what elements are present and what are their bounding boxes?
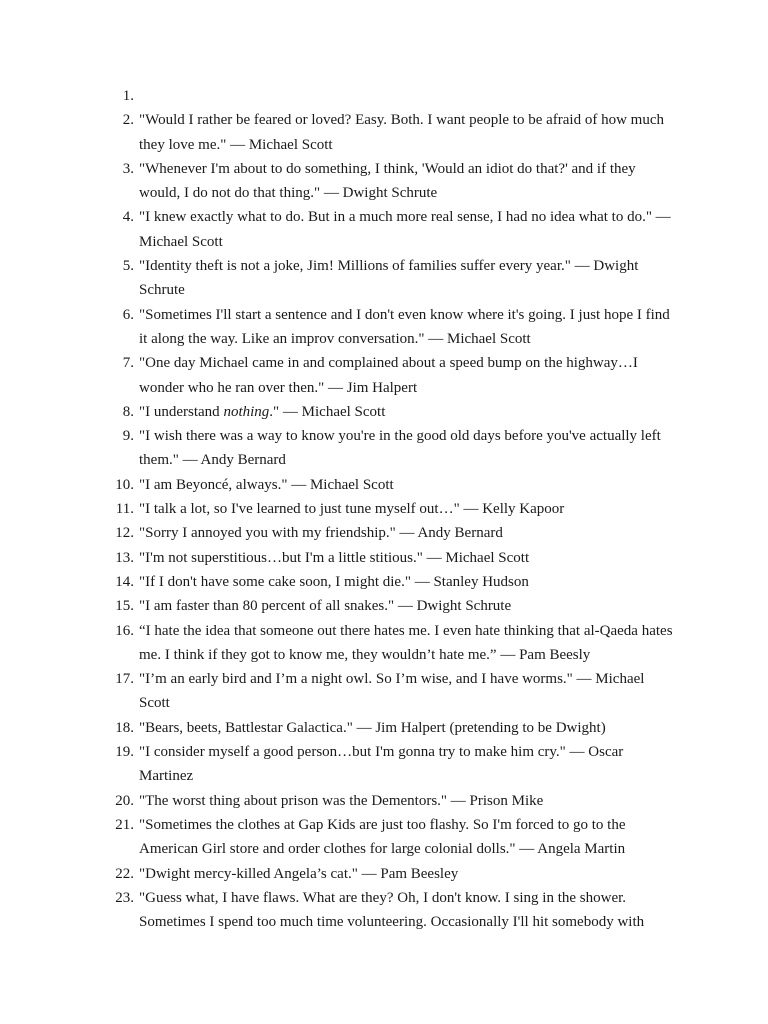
list-number: 1. — [122, 88, 134, 104]
quote-text — [139, 400, 679, 424]
list-item — [0, 789, 679, 813]
list-item — [0, 813, 679, 862]
list-number: 9. — [122, 428, 134, 445]
list-item — [0, 862, 679, 886]
list-number: 13. — [115, 549, 134, 566]
quote-text: "The worst thing about prison was the Dementors." — Prison Mike — [139, 792, 544, 809]
list-item — [0, 619, 679, 668]
quote-text: "Guess what, I have flaws. What are they? Oh, I don't know. I sing in the shower. Sometimes I spend too much time volunteering. Occasionally I'll hit somebody with — [139, 889, 645, 931]
list-number: 7. — [122, 355, 134, 372]
quote-text: "I wish there was a way to know you're in the good old days before you've actually left them." — Andy Bernard — [139, 428, 661, 469]
list-item — [0, 570, 679, 594]
list-number: 19. — [115, 744, 134, 761]
quote-text: "One day Michael came in and complained about a speed bump on the highway…I wonder who he ran over then." — Jim Halpert — [139, 355, 638, 396]
quote-text: "I am Beyoncé, always." — Michael Scott — [139, 476, 394, 493]
quote-text: "Bears, beets, Battlestar Galactica." — Jim Halpert (pretending to be Dwight) — [139, 719, 606, 736]
quote-text: "I talk a lot, so I've learned to just tune myself out…" — Kelly Kapoor — [139, 501, 565, 518]
list-number: 22. — [115, 865, 134, 882]
list-item — [0, 205, 679, 254]
list-number: 23. — [115, 889, 134, 906]
quote-text: "I knew exactly what to do. But in a much more real sense, I had no idea what to do." — Michael Scott — [139, 209, 671, 250]
list-item — [0, 351, 679, 400]
list-item — [0, 157, 679, 206]
list-number: 18. — [115, 719, 134, 736]
list-item — [0, 303, 679, 352]
quote-text: “I hate the idea that someone out there hates me. I even hate thinking that al-Qaeda hates me. I think if they got to know me, they wouldn’t hate me.” — Pam Beesly — [139, 622, 673, 663]
quote-text-before: "I understand — [139, 403, 224, 420]
list-item — [0, 108, 679, 157]
quote-text: "I consider myself a good person…but I'm gonna try to make him cry." — Oscar Martinez — [139, 744, 624, 785]
list-number: 2. — [122, 112, 134, 129]
list-item — [0, 84, 679, 108]
list-item — [0, 594, 679, 618]
list-number: 3. — [122, 160, 134, 177]
quote-text: "I’m an early bird and I’m a night owl. So I’m wise, and I have worms." — Michael Scott — [139, 671, 645, 712]
list-item — [0, 716, 679, 740]
list-number: 8. — [122, 403, 134, 420]
list-number: 17. — [115, 671, 134, 688]
list-number: 21. — [115, 816, 134, 833]
quote-text: "Whenever I'm about to do something, I think, 'Would an idiot do that?' and if they would, I do not do that thing." — Dwight Schrute — [139, 160, 636, 202]
list-number: 6. — [122, 306, 134, 323]
quote-text: "Sometimes the clothes at Gap Kids are just too flashy. So I'm forced to go to the American Girl store and order clothes for large colonial dolls." — Angela Martin — [139, 816, 626, 858]
quote-text: "I am faster than 80 percent of all snakes." — Dwight Schrute — [139, 598, 512, 615]
list-item — [0, 667, 679, 716]
list-number: 10. — [115, 476, 134, 493]
list-item — [0, 521, 679, 545]
list-number: 20. — [115, 792, 134, 809]
quote-text: "Identity theft is not a joke, Jim! Millions of families suffer every year." — Dwight Schrute — [139, 258, 639, 299]
list-number: 12. — [115, 525, 134, 542]
list-item — [0, 424, 679, 473]
quote-text: "Sometimes I'll start a sentence and I don't even know where it's going. I just hope I find it along the way. Like an improv conversation." — Michael Scott — [139, 306, 670, 347]
list-number: 16. — [115, 622, 134, 639]
list-number: 11. — [115, 501, 134, 518]
list-item — [0, 546, 679, 570]
list-item — [0, 886, 679, 935]
list-number: 5. — [122, 258, 134, 275]
list-item — [0, 473, 679, 497]
quote-text: "Sorry I annoyed you with my friendship." — Andy Bernard — [139, 525, 503, 542]
list-number: 15. — [115, 598, 134, 615]
list-item — [0, 497, 679, 521]
quote-text — [139, 84, 679, 108]
quote-text: "Dwight mercy-killed Angela’s cat." — Pam Beesley — [139, 865, 459, 882]
list-item — [0, 740, 679, 789]
quote-text: "Would I rather be feared or loved? Easy. Both. I want people to be afraid of how much they love me." — Michael Scott — [139, 112, 665, 153]
list-item — [0, 254, 679, 303]
quote-text: "I'm not superstitious…but I'm a little stitious." — Michael Scott — [139, 549, 530, 566]
quote-text-after: ." — Michael Scott — [269, 403, 386, 420]
list-number: 14. — [115, 573, 134, 590]
list-item — [0, 400, 679, 424]
quote-list — [0, 84, 768, 934]
quote-text: "If I don't have some cake soon, I might die." — Stanley Hudson — [139, 573, 529, 590]
quote-text-italic: nothing — [223, 403, 270, 420]
list-number: 4. — [122, 209, 134, 226]
